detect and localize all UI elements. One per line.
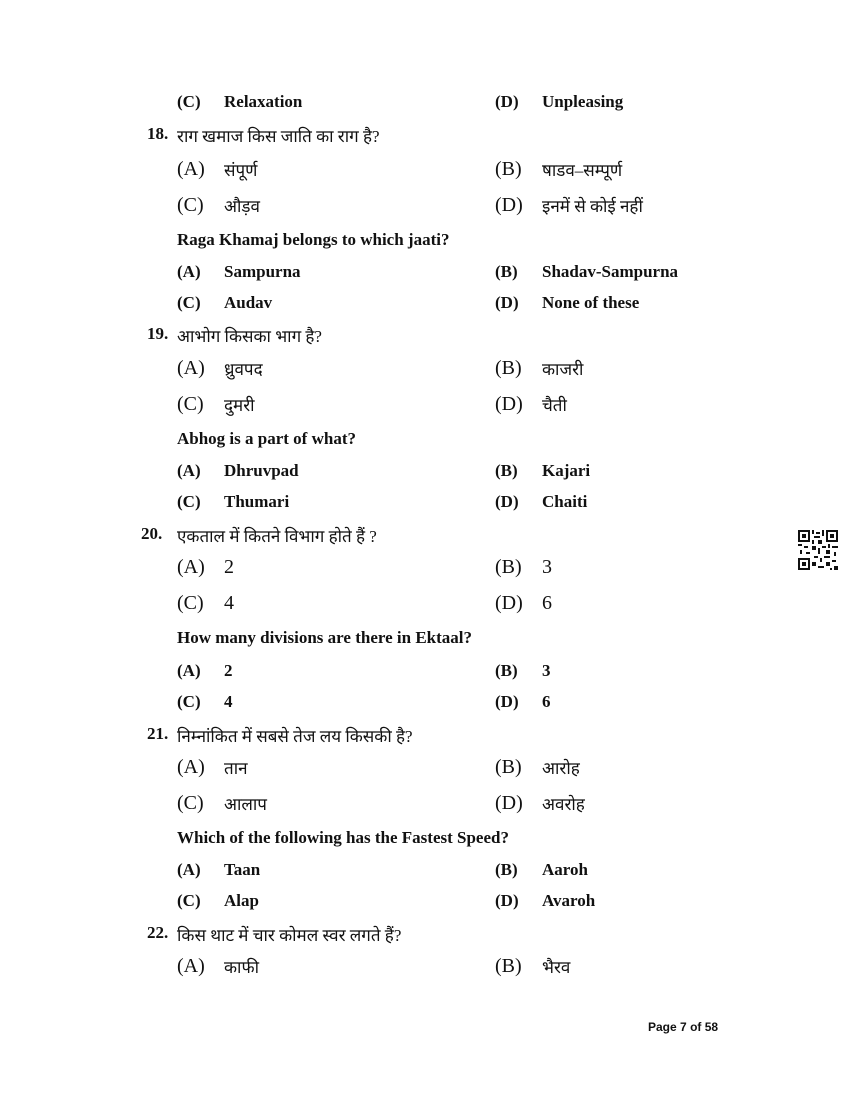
question-english-text: Raga Khamaj belongs to which jaati?: [177, 230, 450, 249]
question-22-heading: [0, 923, 850, 953]
option-letter-b: (B): [495, 955, 522, 977]
option-letter-a: (A): [177, 158, 205, 180]
option-letter-a: (A): [177, 556, 205, 578]
option-letter-d: (D): [495, 492, 519, 511]
option-a-text: ध्रुवपद: [224, 360, 263, 379]
option-a-text: 2: [224, 556, 234, 578]
option-letter-d: (D): [495, 792, 523, 814]
option-letter-c: (C): [177, 194, 204, 216]
option-d-text: Chaiti: [542, 492, 588, 511]
option-letter-b: (B): [495, 461, 518, 480]
option-letter-a: (A): [177, 262, 201, 281]
page-number: 7: [680, 1020, 687, 1034]
question-hindi-text: एकताल में कितने विभाग होते हैं ?: [177, 527, 377, 546]
option-letter-d: (D): [495, 393, 523, 415]
option-letter-d: (D): [495, 92, 519, 111]
option-letter-a: (A): [177, 756, 205, 778]
question-hindi-text: किस थाट में चार कोमल स्वर लगते हैं?: [177, 926, 402, 945]
question-20-hindi-options-ab: [0, 556, 850, 586]
prev-question-options-row: [0, 92, 850, 122]
question-21-english: [0, 828, 850, 858]
option-letter-d: (D): [495, 692, 519, 711]
option-b-text: Kajari: [542, 461, 591, 480]
option-d-text: 6: [542, 692, 551, 711]
option-d-text: चैती: [542, 396, 567, 415]
question-20-english: [0, 628, 850, 658]
option-letter-a: (A): [177, 461, 201, 480]
option-b-text: काजरी: [542, 360, 584, 379]
option-letter-b: (B): [495, 158, 522, 180]
option-letter-b: (B): [495, 860, 518, 879]
option-letter-c: (C): [177, 492, 201, 511]
option-letter-d: (D): [495, 194, 523, 216]
option-letter-c: (C): [177, 393, 204, 415]
option-a-text: 2: [224, 661, 233, 680]
option-b-text: षाडव–सम्पूर्ण: [542, 161, 623, 180]
question-21-hindi-options-cd: [0, 792, 850, 822]
question-20-english-options-ab: [0, 661, 850, 691]
option-b-text: आरोह: [542, 759, 580, 778]
question-21-english-options-ab: [0, 860, 850, 890]
question-20-heading: [0, 524, 850, 554]
option-c-text: आलाप: [224, 795, 267, 814]
option-b-text: भैरव: [542, 958, 571, 977]
option-c-text: Audav: [224, 293, 273, 312]
question-number: 21.: [147, 724, 169, 743]
question-18-english: [0, 230, 850, 260]
option-c-text: 4: [224, 592, 234, 614]
question-19-hindi-options-cd: [0, 393, 850, 423]
option-a-text: काफी: [224, 958, 259, 977]
option-d-text: Avaroh: [542, 891, 596, 910]
question-hindi-text: आभोग किसका भाग है?: [177, 327, 322, 346]
option-a-text: Taan: [224, 860, 261, 879]
page-of-label: of: [690, 1020, 702, 1034]
option-letter-a: (A): [177, 661, 201, 680]
question-english-text: How many divisions are there in Ektaal?: [177, 628, 473, 647]
option-letter-c: (C): [177, 792, 204, 814]
question-number: 18.: [147, 124, 169, 143]
option-d-text: Unpleasing: [542, 92, 624, 111]
question-hindi-text: निम्नांकित में सबसे तेज लय किसकी है?: [177, 727, 413, 746]
option-b-text: Aaroh: [542, 860, 588, 879]
question-21-english-options-cd: [0, 891, 850, 921]
option-letter-b: (B): [495, 262, 518, 281]
option-b-text: 3: [542, 661, 551, 680]
option-letter-a: (A): [177, 955, 205, 977]
option-c-text: Alap: [224, 891, 259, 910]
question-hindi-text: राग खमाज किस जाति का राग है?: [177, 127, 380, 146]
option-letter-d: (D): [495, 293, 519, 312]
option-a-text: संपूर्ण: [224, 161, 258, 180]
option-d-text: अवरोह: [542, 795, 585, 814]
option-c-text: Relaxation: [224, 92, 303, 111]
option-letter-b: (B): [495, 556, 522, 578]
option-letter-b: (B): [495, 357, 522, 379]
option-d-text: 6: [542, 592, 552, 614]
question-18-english-options-ab: [0, 262, 850, 292]
option-letter-d: (D): [495, 592, 523, 614]
question-number: 19.: [147, 324, 169, 343]
option-b-text: 3: [542, 556, 552, 578]
option-d-text: None of these: [542, 293, 640, 312]
option-a-text: Dhruvpad: [224, 461, 299, 480]
question-19-hindi-options-ab: [0, 357, 850, 387]
option-letter-d: (D): [495, 891, 519, 910]
option-letter-b: (B): [495, 661, 518, 680]
question-22-hindi-options-ab: [0, 955, 850, 985]
question-19-english-options-ab: [0, 461, 850, 491]
question-19-heading: [0, 324, 850, 354]
qr-code-icon: [798, 530, 838, 570]
option-a-text: Sampurna: [224, 262, 301, 281]
question-19-english: [0, 429, 850, 459]
option-c-text: 4: [224, 692, 233, 711]
page-total: 58: [704, 1020, 719, 1034]
option-letter-c: (C): [177, 592, 204, 614]
question-english-text: Which of the following has the Fastest Speed?: [177, 828, 509, 847]
question-18-heading: [0, 124, 850, 154]
option-letter-b: (B): [495, 756, 522, 778]
option-letter-c: (C): [177, 293, 201, 312]
option-a-text: तान: [224, 759, 248, 778]
option-c-text: औड़व: [224, 197, 260, 216]
question-english-text: Abhog is a part of what?: [177, 429, 356, 448]
question-18-english-options-cd: [0, 293, 850, 323]
question-20-english-options-cd: [0, 692, 850, 722]
option-letter-a: (A): [177, 357, 205, 379]
option-c-text: दुमरी: [224, 396, 255, 415]
option-letter-c: (C): [177, 692, 201, 711]
option-b-text: Shadav-Sampurna: [542, 262, 679, 281]
option-letter-c: (C): [177, 92, 201, 111]
question-18-hindi-options-ab: [0, 158, 850, 188]
question-18-hindi-options-cd: [0, 194, 850, 224]
option-letter-a: (A): [177, 860, 201, 879]
question-19-english-options-cd: [0, 492, 850, 522]
question-number: 20.: [141, 524, 163, 543]
option-letter-c: (C): [177, 891, 201, 910]
question-21-hindi-options-ab: [0, 756, 850, 786]
question-20-hindi-options-cd: [0, 592, 850, 622]
question-number: 22.: [147, 923, 169, 942]
option-d-text: इनमें से कोई नहीं: [542, 197, 643, 216]
question-21-heading: [0, 724, 850, 754]
page-footer: [648, 1020, 718, 1034]
page-label: Page: [648, 1020, 677, 1034]
option-c-text: Thumari: [224, 492, 290, 511]
